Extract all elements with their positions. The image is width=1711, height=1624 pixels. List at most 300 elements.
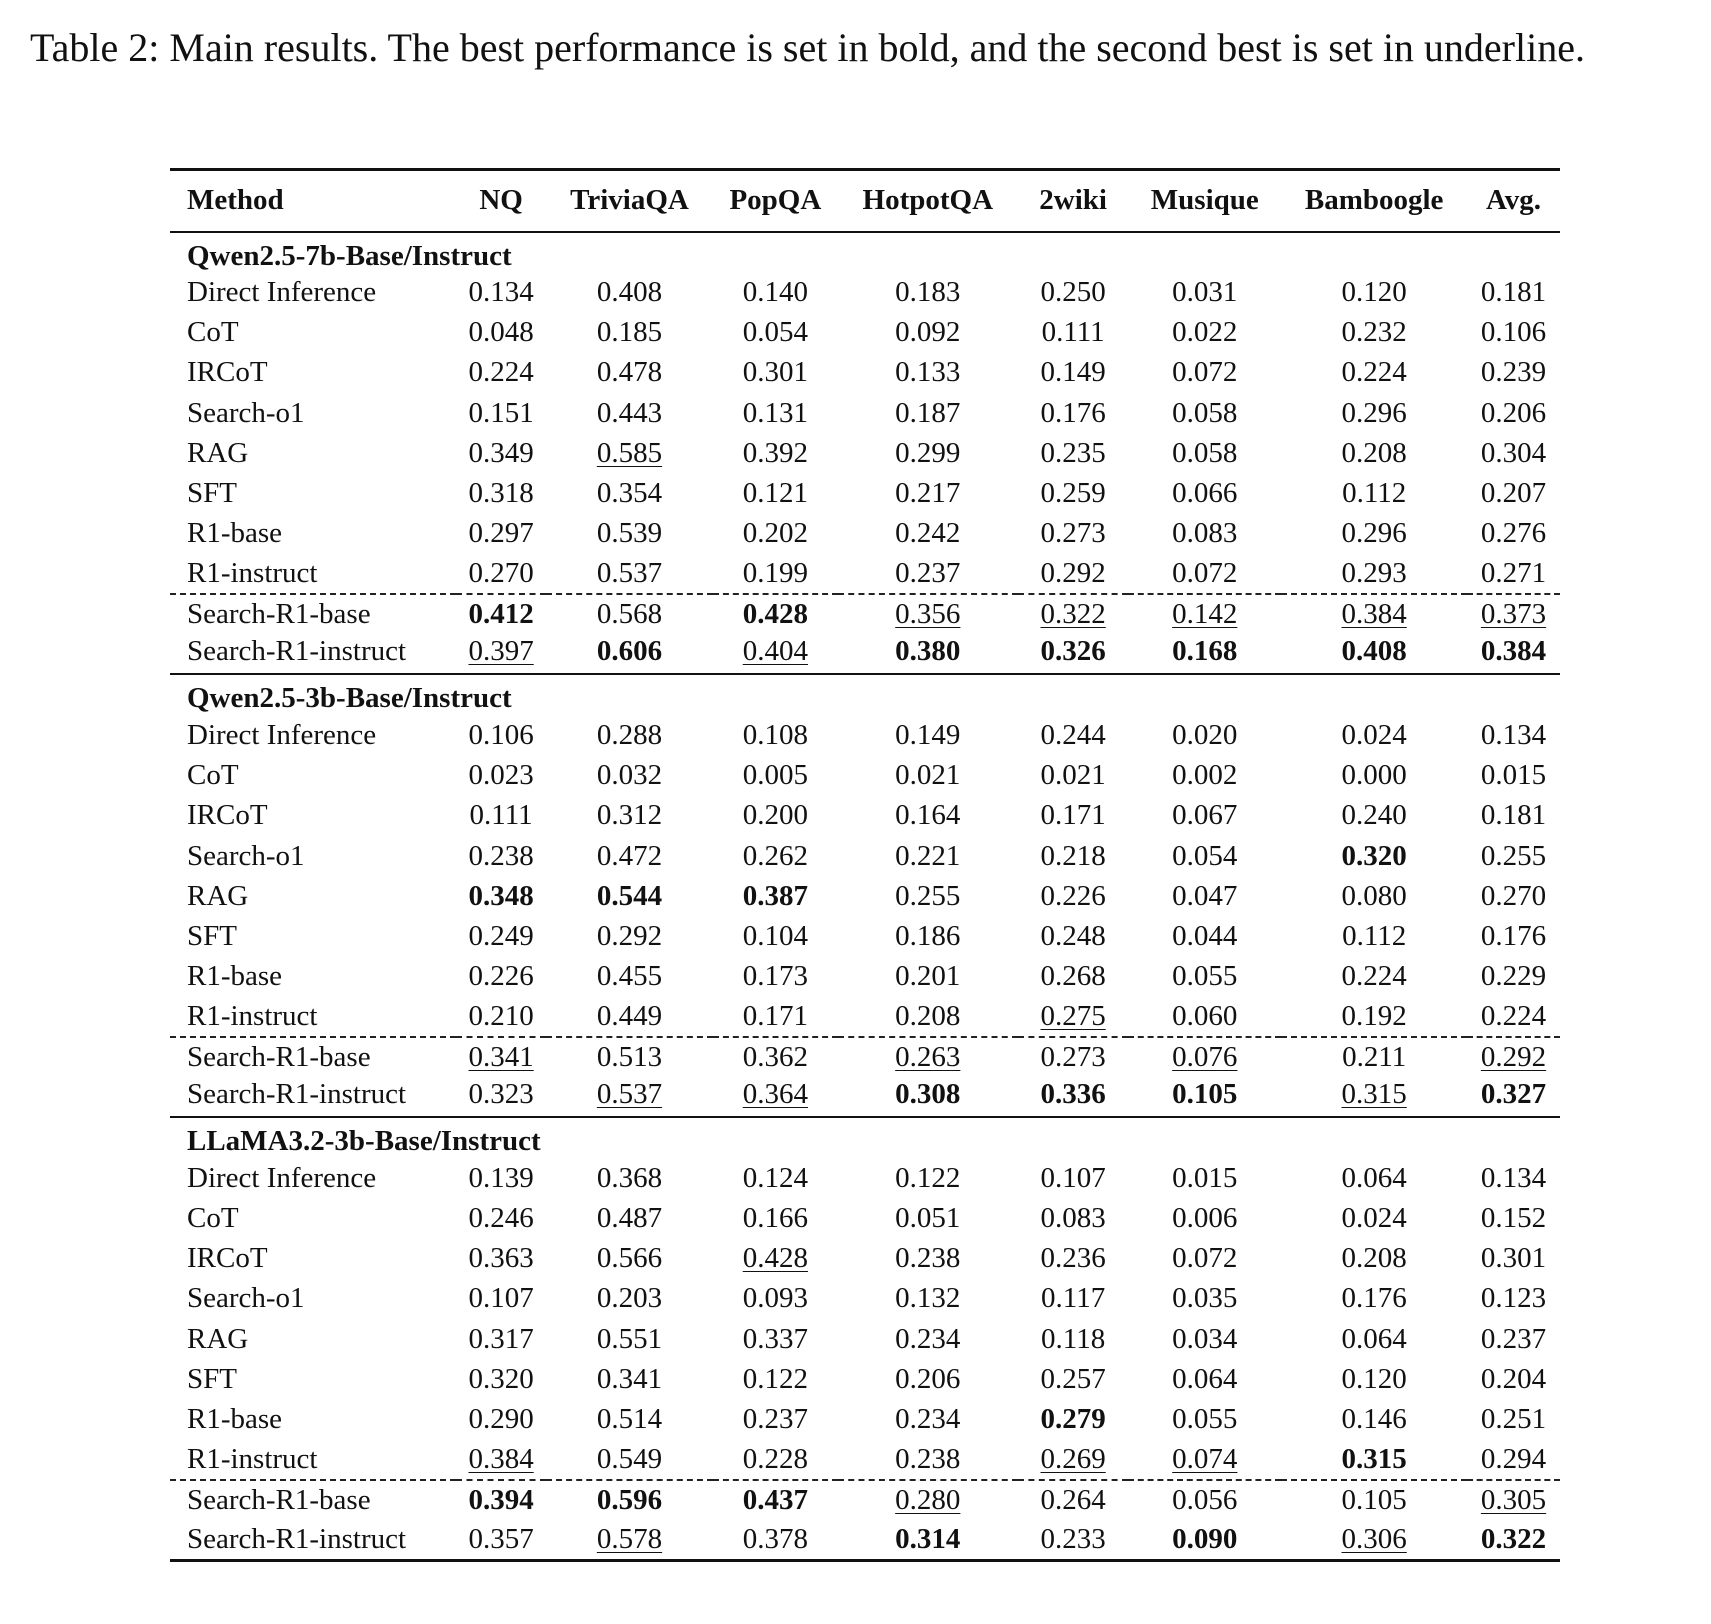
score-value: 0.206 [1480,396,1547,429]
value-cell [713,1077,838,1117]
method-cell: CoT [187,1202,239,1235]
score-value: 0.183 [895,276,961,309]
table-caption: Table 2: Main results. The best performance is set in bold, and the second best is set in underline. [30,25,1585,70]
score-value: 0.240 [1341,799,1407,832]
value-cell [546,1077,713,1117]
value-cell [546,997,713,1037]
value-cell [1018,1198,1128,1238]
score-value: 0.280 [895,1483,961,1516]
value-cell [1018,876,1128,916]
score-value: 0.056 [1172,1483,1238,1516]
value-cell [713,554,838,594]
value-cell [1281,796,1467,836]
method-cell: R1-instruct [170,1440,456,1480]
value-cell [546,1440,713,1480]
score-value: 0.238 [468,839,534,872]
score-value: 0.204 [1480,1362,1547,1395]
value-cell [1128,1198,1281,1238]
value-cell [1281,554,1467,594]
value-cell [546,554,713,594]
score-value: 0.239 [1480,356,1547,389]
score-value: 0.200 [742,799,808,832]
value-cell [546,756,713,796]
score-value: 0.000 [1341,759,1407,792]
score-value: 0.051 [895,1202,961,1235]
value-cell [713,796,838,836]
value-cell [1128,1077,1281,1117]
value-cell [838,836,1018,876]
score-value: 0.237 [895,556,961,589]
value-cell [546,1239,713,1279]
method-cell: IRCoT [187,356,268,389]
score-value: 0.201 [895,960,961,993]
score-value: 0.207 [1480,477,1547,510]
value-cell [1128,353,1281,393]
value-cell [456,1158,546,1198]
group-header-row [170,1117,1560,1158]
score-value: 0.384 [1341,598,1407,631]
score-value: 0.123 [1480,1282,1547,1315]
value-cell [1128,756,1281,796]
score-value: 0.064 [1341,1161,1407,1194]
score-value: 0.273 [1040,517,1106,550]
value-cell [456,1520,546,1560]
score-value: 0.149 [895,718,961,751]
score-value: 0.238 [895,1242,961,1275]
value-cell [838,393,1018,433]
score-value: 0.276 [1480,517,1547,550]
table-row [170,1359,1560,1399]
score-value: 0.341 [596,1362,663,1395]
score-value: 0.044 [1172,919,1238,952]
score-value: 0.106 [1480,316,1547,349]
value-cell [456,1239,546,1279]
table-row [170,796,1560,836]
method-cell: SFT [187,919,237,952]
score-value: 0.326 [1040,635,1106,668]
score-value: 0.233 [1040,1522,1106,1555]
score-value: 0.301 [742,356,808,389]
value-cell [1128,916,1281,956]
value-cell [1018,634,1128,674]
value-cell [456,836,546,876]
score-value: 0.202 [742,517,808,550]
method-cell: IRCoT [187,1242,268,1275]
score-value: 0.176 [1480,919,1547,952]
table-row [170,1077,1560,1117]
score-value: 0.320 [1341,839,1407,872]
score-value: 0.408 [596,276,663,309]
value-cell [838,1480,1018,1520]
score-value: 0.224 [1341,356,1407,389]
score-value: 0.537 [596,556,663,589]
value-cell [838,1440,1018,1480]
score-value: 0.066 [1172,477,1238,510]
score-value: 0.551 [596,1322,663,1355]
value-cell [1018,554,1128,594]
score-value: 0.578 [596,1522,663,1555]
method-cell: R1-instruct [170,997,456,1037]
score-value: 0.296 [1341,396,1407,429]
score-value: 0.192 [1341,999,1407,1032]
score-value: 0.472 [596,839,663,872]
table-row [170,393,1560,433]
method-cell: SFT [187,477,237,510]
table-body [170,232,1560,1561]
value-cell [1467,473,1560,513]
score-value: 0.408 [1341,635,1407,668]
value-cell [713,957,838,997]
score-value: 0.364 [742,1078,808,1111]
value-cell [1281,715,1467,755]
score-value: 0.246 [468,1202,534,1235]
value-cell [546,273,713,313]
value-cell [1467,836,1560,876]
score-value: 0.255 [1480,839,1547,872]
score-value: 0.142 [1172,598,1238,631]
score-value: 0.024 [1341,718,1407,751]
value-cell [713,1359,838,1399]
value-cell [713,1239,838,1279]
score-value: 0.237 [1480,1322,1547,1355]
value-cell [838,1359,1018,1399]
value-cell [1018,273,1128,313]
value-cell [546,1520,713,1560]
value-cell [713,393,838,433]
score-value: 0.293 [1341,556,1407,589]
score-value: 0.544 [596,879,663,912]
score-value: 0.412 [468,598,534,631]
score-value: 0.132 [895,1282,961,1315]
value-cell [1128,1239,1281,1279]
score-value: 0.124 [742,1161,808,1194]
score-value: 0.217 [895,477,961,510]
value-cell [1128,514,1281,554]
score-value: 0.021 [895,759,961,792]
value-cell [1467,273,1560,313]
value-cell [1281,393,1467,433]
method-cell: RAG [187,879,249,912]
score-value: 0.354 [596,477,663,510]
score-value: 0.250 [1040,276,1106,309]
value-cell [713,1440,838,1480]
score-value: 0.229 [1480,960,1547,993]
score-value: 0.264 [1040,1483,1106,1516]
score-value: 0.317 [468,1322,534,1355]
value-cell [456,1359,546,1399]
table-row [170,756,1560,796]
value-cell [1018,836,1128,876]
value-cell [1467,1239,1560,1279]
method-cell: Search-o1 [187,396,305,429]
score-value: 0.549 [596,1442,663,1475]
value-cell [456,957,546,997]
value-cell [456,594,546,634]
score-value: 0.176 [1040,396,1106,429]
score-value: 0.120 [1341,1362,1407,1395]
score-value: 0.320 [468,1362,534,1395]
table-row [170,514,1560,554]
score-value: 0.292 [1480,1040,1547,1073]
score-value: 0.107 [468,1282,534,1315]
value-cell [1018,313,1128,353]
value-cell [838,916,1018,956]
value-cell [1281,1359,1467,1399]
method-cell: SFT [187,1362,237,1395]
table-row [170,1279,1560,1319]
table-row [170,313,1560,353]
group-header-row [170,232,1560,273]
value-cell [1467,1480,1560,1520]
method-cell: CoT [187,759,239,792]
value-cell [713,876,838,916]
score-value: 0.064 [1172,1362,1238,1395]
value-cell [546,957,713,997]
score-value: 0.122 [895,1161,961,1194]
score-value: 0.023 [468,759,534,792]
score-value: 0.055 [1172,960,1238,993]
score-value: 0.404 [742,635,808,668]
value-cell [456,433,546,473]
value-cell [838,514,1018,554]
score-value: 0.034 [1172,1322,1238,1355]
score-value: 0.242 [895,517,961,550]
value-cell [1467,876,1560,916]
score-value: 0.397 [468,635,534,668]
value-cell [456,634,546,674]
value-cell [456,1198,546,1238]
score-value: 0.074 [1172,1442,1238,1475]
score-value: 0.437 [742,1483,808,1516]
score-value: 0.290 [468,1402,534,1435]
value-cell [838,353,1018,393]
method-cell: RAG [187,436,249,469]
value-cell [456,916,546,956]
score-value: 0.181 [1480,276,1547,309]
value-cell [546,393,713,433]
score-value: 0.292 [1040,556,1106,589]
table-row [170,836,1560,876]
method-cell: Search-o1 [187,1282,305,1315]
score-value: 0.318 [468,477,534,510]
score-value: 0.134 [1480,1161,1547,1194]
score-value: 0.368 [596,1161,663,1194]
column-header-avg: Avg. [1467,170,1560,232]
score-value: 0.270 [468,556,534,589]
value-cell [713,1037,838,1077]
value-cell [1281,473,1467,513]
value-cell [546,313,713,353]
score-value: 0.373 [1480,598,1547,631]
value-cell [1128,393,1281,433]
score-value: 0.015 [1480,759,1547,792]
score-value: 0.387 [742,879,808,912]
value-cell [1467,1198,1560,1238]
value-cell [1281,1037,1467,1077]
value-cell [1281,1279,1467,1319]
value-cell [1467,353,1560,393]
value-cell [838,715,1018,755]
value-cell [1128,594,1281,634]
value-cell [1281,756,1467,796]
score-value: 0.020 [1172,718,1238,751]
score-value: 0.238 [895,1442,961,1475]
value-cell [838,997,1018,1037]
score-value: 0.251 [1480,1402,1547,1435]
value-cell [838,1279,1018,1319]
score-value: 0.299 [895,436,961,469]
score-value: 0.356 [895,598,961,631]
score-value: 0.035 [1172,1282,1238,1315]
score-value: 0.380 [895,635,961,668]
value-cell [713,1480,838,1520]
value-cell [1467,393,1560,433]
score-value: 0.224 [468,356,534,389]
table-row [170,957,1560,997]
score-value: 0.349 [468,436,534,469]
value-cell [1128,715,1281,755]
method-cell: R1-base [187,960,283,993]
table-row [170,1158,1560,1198]
score-value: 0.090 [1172,1522,1238,1555]
value-cell [1128,1319,1281,1359]
value-cell [1128,1520,1281,1560]
value-cell [1018,957,1128,997]
method-cell: IRCoT [187,799,268,832]
value-cell [1018,1359,1128,1399]
value-cell [456,1399,546,1439]
value-cell [713,433,838,473]
value-cell [1128,796,1281,836]
score-value: 0.032 [596,759,663,792]
value-cell [1018,1077,1128,1117]
method-cell: Search-R1-base [187,1040,371,1073]
score-value: 0.228 [742,1442,808,1475]
score-value: 0.208 [1341,1242,1407,1275]
value-cell [546,876,713,916]
table-row [170,594,1560,634]
score-value: 0.107 [1040,1161,1106,1194]
value-cell [713,514,838,554]
score-value: 0.336 [1040,1078,1106,1111]
score-value: 0.133 [895,356,961,389]
score-value: 0.055 [1172,1402,1238,1435]
score-value: 0.108 [742,718,808,751]
table-row [170,353,1560,393]
score-value: 0.208 [1341,436,1407,469]
value-cell [546,1198,713,1238]
table-row [170,1319,1560,1359]
value-cell [1467,916,1560,956]
value-cell [1467,1319,1560,1359]
value-cell [1128,313,1281,353]
score-value: 0.315 [1341,1078,1407,1111]
score-value: 0.337 [742,1322,808,1355]
value-cell [838,876,1018,916]
value-cell [1018,756,1128,796]
score-value: 0.513 [596,1040,663,1073]
score-value: 0.363 [468,1242,534,1275]
score-value: 0.106 [468,718,534,751]
score-value: 0.072 [1172,556,1238,589]
value-cell [838,957,1018,997]
value-cell [1281,997,1467,1037]
score-value: 0.327 [1480,1078,1547,1111]
value-cell [838,433,1018,473]
results-table [170,168,1560,1562]
score-value: 0.022 [1172,316,1238,349]
method-cell: Search-R1-instruct [170,634,456,674]
score-value: 0.031 [1172,276,1238,309]
value-cell [1018,1440,1128,1480]
value-cell [1018,796,1128,836]
value-cell [1018,1239,1128,1279]
value-cell [1018,1158,1128,1198]
value-cell [1467,1077,1560,1117]
score-value: 0.120 [1341,276,1407,309]
score-value: 0.249 [468,919,534,952]
score-value: 0.487 [596,1202,663,1235]
value-cell [713,1520,838,1560]
method-cell: Search-o1 [187,839,305,872]
method-cell: R1-base [187,1402,283,1435]
value-cell [1128,836,1281,876]
value-cell [1281,594,1467,634]
value-cell [456,715,546,755]
method-cell: Search-R1-base [187,598,371,631]
value-cell [456,796,546,836]
value-cell [1281,1198,1467,1238]
value-cell [456,1077,546,1117]
value-cell [1128,1037,1281,1077]
method-cell: Search-R1-instruct [170,1520,456,1560]
value-cell [1281,433,1467,473]
value-cell [1467,1037,1560,1077]
column-header-musique: Musique [1128,170,1281,232]
score-value: 0.203 [596,1282,663,1315]
value-cell [1467,1440,1560,1480]
score-value: 0.083 [1172,517,1238,550]
score-value: 0.199 [742,556,808,589]
value-cell [546,634,713,674]
value-cell [838,1399,1018,1439]
score-value: 0.139 [468,1161,534,1194]
score-value: 0.149 [1040,356,1106,389]
value-cell [713,1279,838,1319]
score-value: 0.236 [1040,1242,1106,1275]
score-value: 0.047 [1172,879,1238,912]
value-cell [1018,393,1128,433]
score-value: 0.306 [1341,1522,1407,1555]
value-cell [1467,634,1560,674]
value-cell [1467,957,1560,997]
score-value: 0.083 [1040,1202,1106,1235]
score-value: 0.005 [742,759,808,792]
value-cell [1467,514,1560,554]
value-cell [1467,1520,1560,1560]
value-cell [838,273,1018,313]
method-cell: R1-base [187,517,283,550]
value-cell [1128,1279,1281,1319]
score-value: 0.428 [742,598,808,631]
value-cell [713,353,838,393]
value-cell [713,634,838,674]
score-value: 0.164 [895,799,961,832]
score-value: 0.105 [1172,1078,1238,1111]
score-value: 0.449 [596,999,663,1032]
score-value: 0.270 [1480,879,1547,912]
value-cell [1018,1399,1128,1439]
